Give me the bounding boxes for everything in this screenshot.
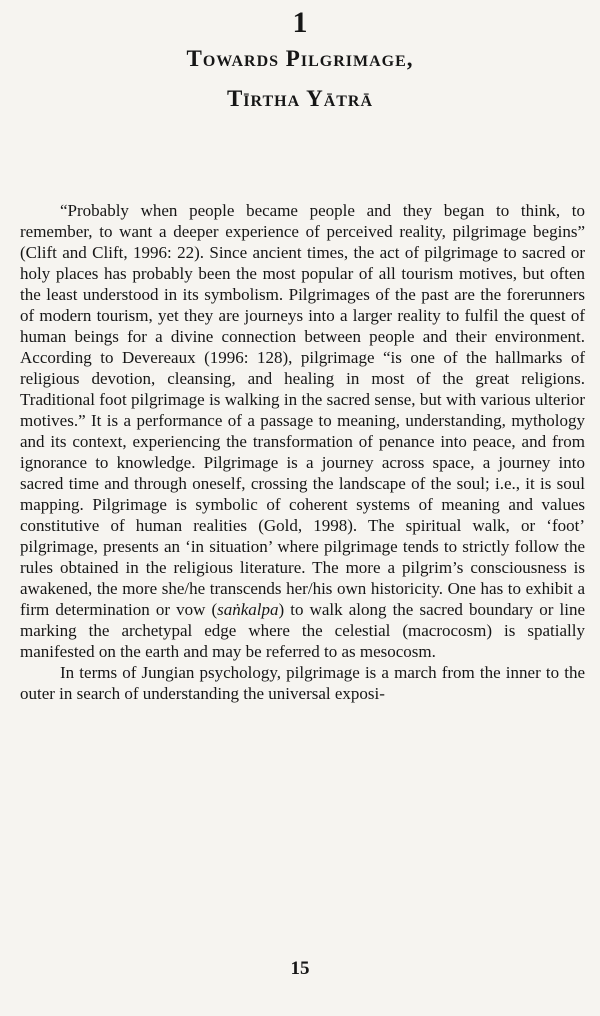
chapter-title-line-1: Towards Pilgrimage, <box>186 46 414 71</box>
page-number: 15 <box>290 958 310 979</box>
paragraph-1-text-a: “Probably when people became people and they began to think, to remember, to want a deeper experience of perceived reality, pilgrimage begins” (Clift and Clift, 1996: 22). Since ancient times, the act of pilgrimage to sacred or holy places has probably been the most popular of all tourism motives, but often the least understood in its symbolism. Pilgrimages of the past are the forerunners of modern tourism, yet they are journeys into a larger reality to fulfil the quest of human beings for a divine connection between people and their environment. According to Devereaux (1996: 128), pilgrimage “is one of the hallmarks of religious devotion, cleansing, and healing in most of the great religions. Traditional foot pilgrimage is walking in the sacred sense, but with various ulterior motives.” It is a performance of a passage to meaning, understanding, mythology and its context, experiencing the transformation of penance into peace, and from ignorance to knowledge. Pilgrimage is a journey across space, a journey into sacred time and through oneself, crossing the landscape of the soul; i.e., it is soul mapping. Pilgrimage is symbolic of coherent systems of meaning and values constitutive of human realities (Gold, 1998). The spiritual walk, or ‘foot’ pilgrimage, presents an ‘in situation’ where pilgrimage tends to strictly follow the rules obtained in the religious literature. The more a pilgrim’s consciousness is awakened, the more she/he transcends her/his own historicity. One has to exhibit a firm determination or vow ( <box>20 201 585 619</box>
paragraph-1 <box>20 200 585 662</box>
sanskrit-term: saṅkalpa <box>217 600 279 619</box>
paragraph-2: In terms of Jungian psychology, pilgrimage is a march from the inner to the outer in search of understanding the universal exposi- <box>20 663 585 703</box>
chapter-number: 1 <box>292 6 308 39</box>
chapter-title-line-2: Tīrtha Yātrā <box>226 86 374 111</box>
chapter-body <box>20 200 585 704</box>
paragraph-1-text-b: ) to walk along the sacred boundary or line marking the archetypal edge where the celestial (macrocosm) is spatially manifested on the earth and may be referred to as mesocosm. <box>20 600 585 661</box>
